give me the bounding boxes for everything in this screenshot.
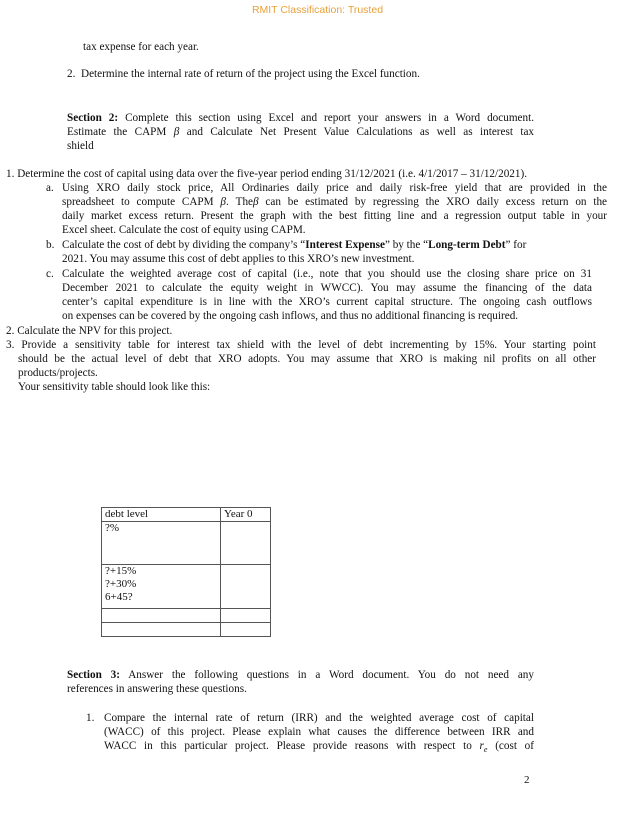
intro-item-2 (67, 67, 420, 81)
section-3-item-line1: Compare the internal rate of return (IRR) and the weighted average cost of capital (104, 712, 534, 724)
table-cell (221, 609, 271, 623)
q1-b-text-b: ” by the “ (384, 239, 429, 251)
intro-item-2-text: Determine the internal rate of return of the project using the Excel function. (80, 68, 420, 80)
section-3-item (104, 711, 534, 757)
header-debt-level: debt level (102, 508, 221, 522)
q1-c-line4: on expenses can be covered by the ongoing cash inflows, and thus no additional financing is required. (62, 310, 519, 322)
q1-a-line2a: spreadsheet to compute CAPM (62, 196, 214, 208)
section-3-item-line3 (104, 739, 534, 757)
q1-c-label: c. (46, 268, 54, 280)
q1-b-text-c: ” for (505, 239, 527, 251)
q1-a-line1: Using XRO daily stock price, All Ordinaries daily price and daily risk-free yield that are provided in the (62, 182, 607, 194)
q1-c-block (62, 267, 592, 323)
q3-line3: products/projects. (18, 367, 98, 379)
page-number: 2 (524, 774, 530, 786)
beta-symbol: β (173, 126, 180, 138)
q3-line4: Your sensitivity table should look like this: (18, 381, 211, 393)
header-year-0: Year 0 (221, 508, 271, 522)
beta-symbol: β (220, 196, 226, 208)
q1-c-line1: Calculate the weighted average cost of capital (i.e., note that you should use the closing share price on 31 (62, 268, 592, 280)
section-3-title: Section 3: (67, 669, 120, 681)
section-3-line1: Answer the following questions in a Word document. You do not need any (128, 669, 534, 681)
classification-header: RMIT Classification: Trusted (251, 4, 384, 16)
intro-item-2-number: 2. (67, 68, 76, 80)
q1-c-line3: center’s capital expenditure is in line with the XRO’s current capital structure. The ongoing cash outflows (62, 296, 592, 308)
table-cell (102, 609, 221, 623)
section-3-item-number: 1. (86, 712, 95, 724)
q1-a-line3: daily market excess return. Present the graph with the best fitting line and a regression output table in your (62, 210, 607, 222)
q1-b-line1 (62, 238, 607, 252)
table-row (102, 609, 271, 623)
question-2: 2. Calculate the NPV for this project. (6, 325, 173, 337)
q1-b-label: b. (46, 239, 55, 251)
section-2 (67, 111, 534, 153)
table-cell: ?% (102, 522, 221, 565)
q1-b-bold-debt: Long-term Debt (428, 239, 506, 251)
q1-b-line2: 2021. You may assume this cost of debt applies to this XRO’s new investment. (62, 253, 415, 265)
table-cell (221, 623, 271, 637)
section-2-line1: Complete this section using Excel and report your answers in a Word document. (125, 112, 535, 124)
q1-b-block (62, 238, 607, 266)
section-2-title: Section 2: (67, 112, 119, 124)
section-2-line2a: Estimate the CAPM (67, 126, 167, 138)
q1-b-bold-interest: Interest Expense (305, 239, 385, 251)
sensitivity-table (101, 507, 271, 637)
q1-a-line4: Excel sheet. Calculate the cost of equity using CAPM. (62, 224, 306, 236)
q3-line1: 3. Provide a sensitivity table for interest tax shield with the level of debt incrementing by 15%. Your starting point (6, 339, 596, 351)
table-cell (221, 565, 271, 609)
section-3-line2: references in answering these questions. (67, 683, 247, 695)
table-row (102, 522, 271, 565)
q1-a-line2c: can be estimated by regressing the XRO daily excess return on the (258, 196, 607, 208)
section-3-item-line3a: WACC in this particular project. Please provide reasons with respect to (104, 740, 472, 752)
section-2-line2b: and Calculate Net Present Value Calculations as well as interest tax (186, 126, 535, 138)
section-3-item-line3b: (cost of (495, 740, 535, 752)
table-row (102, 623, 271, 637)
intro-line: tax expense for each year. (83, 41, 199, 53)
re-symbol: $r_e$ (479, 740, 488, 755)
question-1: 1. Determine the cost of capital using data over the five-year period ending 31/12/2021 (i.e. 4/1/2017 – 31/12/2021). (6, 168, 528, 180)
q3-line2: should be the actual level of debt that XRO adopts. You may assume that XRO is making nil profits on all other (18, 353, 596, 365)
q1-c-line2: December 2021 to calculate the equity weight in WWCC). You may assume the financing of the data (62, 282, 592, 294)
q1-a-label: a. (46, 182, 54, 194)
section-3 (67, 668, 534, 696)
q1-a-block (62, 181, 607, 237)
question-3 (6, 338, 596, 394)
table-cell (221, 522, 271, 565)
section-3-item-line2: (WACC) of this project. Please explain what causes the difference between IRR and (104, 726, 534, 738)
table-cell: ?+15% ?+30% 6+45? (102, 565, 221, 609)
q1-a-line2b: . The (226, 196, 254, 208)
table-header-row (102, 508, 271, 522)
beta-symbol: β (253, 196, 259, 208)
table-row (102, 565, 271, 609)
section-2-line3: shield (67, 140, 94, 152)
q1-b-text-a: Calculate the cost of debt by dividing the company’s “ (62, 239, 306, 251)
table-cell (102, 623, 221, 637)
q1-a-line2 (62, 195, 607, 209)
